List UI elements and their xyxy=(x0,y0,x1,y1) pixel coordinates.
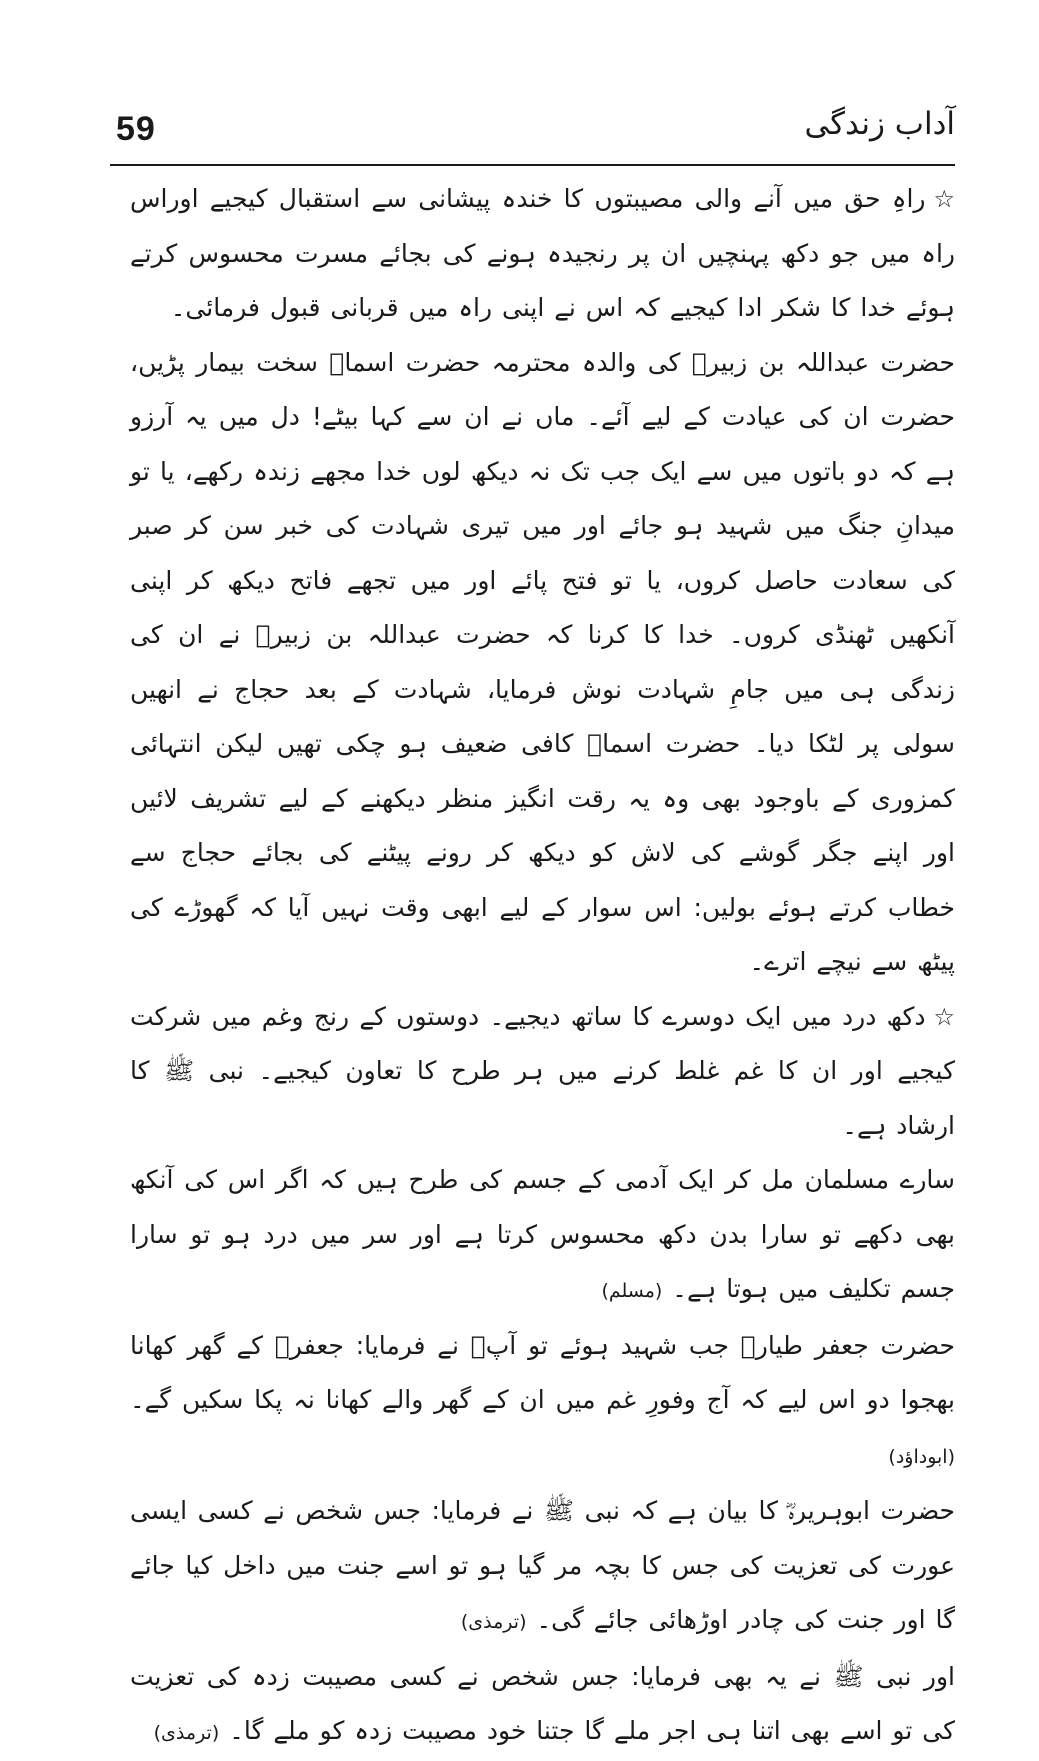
paragraph-text: سارے مسلمان مل کر ایک آدمی کے جسم کی طرح ہیں کہ اگر اس کی آنکھ بھی دکھے تو سارا بدن دکھ محسوس کرتا ہے اور سر میں درد ہو تو سارا جسم تکلیف میں ہوتا ہے۔ xyxy=(130,1165,955,1303)
paragraph-text: اور نبی ﷺ نے یہ بھی فرمایا: جس شخص نے کسی مصیبت زدہ کی تعزیت کی تو اسے بھی اتنا ہی اجر ملے گا جتنا خود مصیبت زدہ کو ملے گا۔ xyxy=(130,1661,955,1745)
paragraph-text: راہِ حق میں آنے والی مصیبتوں کا خندہ پیشانی سے استقبال کیجیے اوراس راہ میں جو دکھ پہنچیں ان پر رنجیدہ ہونے کی بجائے مسرت محسوس کرتے ہوئے خدا کا شکر ادا کیجیے کہ اس نے اپنی راہ میں قربانی قبول فرمائی۔ xyxy=(130,184,955,322)
paragraph-text: حضرت ابوہریرہؓ کا بیان ہے کہ نبی ﷺ نے فرمایا: جس شخص نے کسی ایسی عورت کی تعزیت کی جس کا بچہ مر گیا ہو تو اسے جنت میں داخل کیا جائے گا اور جنت کی چادر اوڑھائی جائے گی۔ xyxy=(130,1496,955,1634)
paragraph-text: حضرت جعفر طیارؓ جب شہید ہوئے تو آپؐ نے فرمایا: جعفرؓ کے گھر کھانا بھجوا دو اس لیے کہ آج وفورِ غم میں ان کے گھر والے کھانا نہ پکا سکیں گے۔ xyxy=(130,1330,955,1414)
star-icon: ☆ xyxy=(933,185,955,213)
running-title: آداب زندگی xyxy=(804,106,955,142)
page-header xyxy=(110,100,955,164)
paragraph-2 xyxy=(130,336,955,990)
page-body xyxy=(130,172,955,1761)
paragraph-4 xyxy=(130,1153,955,1319)
hadith-reference: (ترمذی) xyxy=(460,1611,527,1633)
star-icon: ☆ xyxy=(933,1002,955,1031)
paragraph-5 xyxy=(130,1319,955,1485)
hadith-reference: (مسلم) xyxy=(601,1280,663,1302)
paragraph-7 xyxy=(130,1650,955,1761)
paragraph-text: دکھ درد میں ایک دوسرے کا ساتھ دیجیے۔ دوستوں کے رنج وغم میں شرکت کیجیے اور ان کا غم غلط کرنے میں ہر طرح کا تعاون کیجیے۔ نبی ﷺ کا ارشاد ہے۔ xyxy=(130,1001,955,1140)
hadith-reference: (ابوداؤد) xyxy=(888,1445,955,1468)
paragraph-text: حضرت عبداللہ بن زبیرؓ کی والدہ محترمہ حضرت اسماؓ سخت بیمار پڑیں، حضرت ان کی عیادت کے لیے آئے۔ ماں نے ان سے کہا بیٹے! دل میں یہ آرزو ہے کہ دو باتوں میں سے ایک جب تک نہ دیکھ لوں خدا مجھے زندہ رکھے، یا تو میدانِ جنگ میں شہید ہو جائے اور میں تیری شہادت کی خبر سن کر صبر کی سعادت حاصل کروں، یا تو فتح پائے اور میں تجھے فاتح دیکھ کر اپنی آنکھیں ٹھنڈی کروں۔ خدا کا کرنا کہ حضرت عبداللہ بن زبیرؓ نے ان کی زندگی ہی میں جامِ شہادت نوش فرمایا، شہادت کے بعد حجاج نے انھیں سولی پر لٹکا دیا۔ حضرت اسماؓ کافی ضعیف ہو چکی تھیں لیکن انتہائی کمزوری کے باوجود بھی وہ یہ رقت انگیز منظر دیکھنے کے لیے تشریف لائیں اور اپنے جگر گوشے کی لاش کو دیکھ کر رونے پیٹنے کی بجائے حجاج سے خطاب کرتے ہوئے بولیں: اس سوار کے لیے ابھی وقت نہیں آیا کہ گھوڑے کی پیٹھ سے نیچے اترے۔ xyxy=(130,347,955,976)
hadith-reference: (ترمذی) xyxy=(153,1722,220,1744)
page-number: 59 xyxy=(116,110,156,148)
bullet-paragraph-1 xyxy=(130,172,955,336)
bullet-paragraph-2 xyxy=(130,990,955,1154)
paragraph-6 xyxy=(130,1484,955,1650)
header-divider xyxy=(110,164,955,166)
